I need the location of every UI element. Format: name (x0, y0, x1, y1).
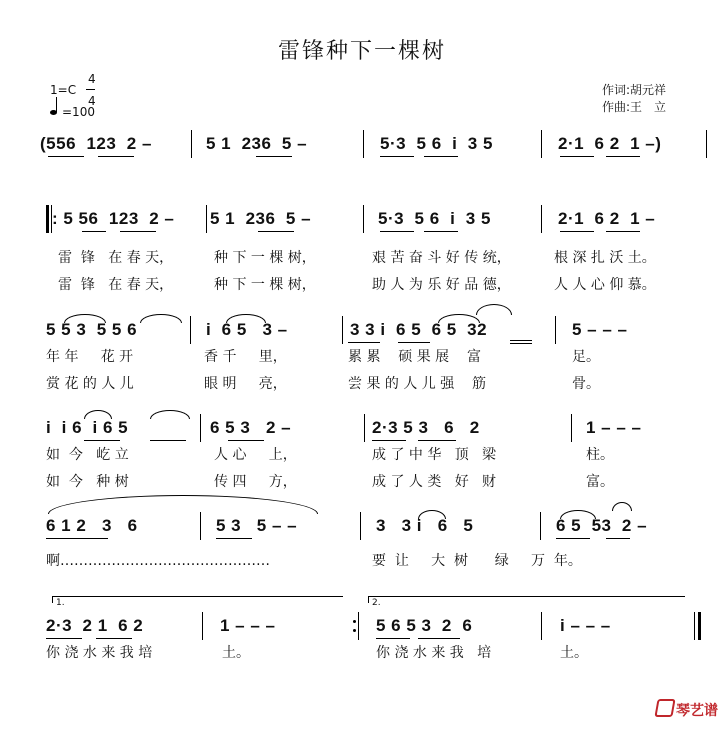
underline (510, 340, 532, 341)
underline (84, 440, 120, 441)
time-signature-bottom: 4 (88, 94, 96, 108)
underline (418, 638, 460, 639)
measure-notes: 2·1 6 2 1 –) (558, 134, 662, 153)
underline (96, 638, 132, 639)
measure-notes: : 5 56 123 2 – (52, 209, 175, 228)
measure-notes: i 6 5 3 – (206, 320, 288, 339)
lyrics-verse-2: 骨。 (572, 376, 600, 392)
underline (510, 343, 532, 344)
measure-notes: 5 – – – (572, 320, 628, 339)
lyrics-verse-1: 累 累 硕 果 展 富 (348, 349, 481, 365)
slur (84, 410, 112, 419)
underline (120, 231, 156, 232)
bar-line (200, 414, 201, 442)
time-signature-line (86, 89, 95, 90)
bar-line (541, 205, 542, 233)
underline (372, 440, 406, 441)
underline (258, 231, 294, 232)
underline (606, 156, 640, 157)
lyrics-verse-1: 香 千 里， (204, 349, 287, 365)
bar-line (206, 205, 207, 233)
underline (48, 156, 84, 157)
lyrics-verse-2: 传 四 方， (214, 474, 297, 490)
lyrics-verse-1: 足。 (572, 349, 600, 365)
volta-1 (52, 596, 343, 603)
measure-notes: 2·1 6 2 1 – (558, 209, 656, 228)
underline (228, 440, 264, 441)
note-stem (56, 97, 57, 112)
underline (348, 342, 380, 343)
measure-notes: 2·3 5 3 6 2 (372, 418, 480, 437)
underline (560, 156, 594, 157)
lyrics-verse-2: 赏 花 的 人 儿 (46, 376, 134, 392)
underline (82, 231, 106, 232)
underline (380, 156, 414, 157)
lyrics-verse-1: 成 了 中 华 顶 梁 (372, 447, 497, 463)
lyrics-verse-1: 土。 (222, 645, 250, 661)
logo-text: 琴艺谱 (676, 703, 718, 719)
underline (424, 156, 458, 157)
bar-line (363, 130, 364, 158)
underline (376, 638, 410, 639)
measure-notes: 5 3 5 – – (216, 516, 298, 535)
bar-line (555, 316, 556, 344)
slur (226, 314, 266, 323)
bar-line (571, 414, 572, 442)
repeat-start-bar (46, 205, 49, 233)
site-logo (656, 699, 718, 720)
bar-line (363, 205, 364, 233)
slur (140, 314, 182, 323)
measure-notes: 5 1 236 5 – (210, 209, 312, 228)
bar-line (191, 130, 192, 158)
lyrics-verse-1: 人 心 上， (214, 447, 297, 463)
lyrics-verse-2: 如 今 种 树 (46, 474, 129, 490)
measure-notes: i – – – (560, 616, 611, 635)
measure-notes: i i 6 i 6 5 (46, 418, 129, 437)
long-slur (48, 495, 318, 514)
measure-notes: 1 – – – (586, 418, 642, 437)
underline (606, 231, 640, 232)
lyrics-verse-2: 人 人 心 仰 慕。 (554, 277, 656, 293)
measure-notes: 6 5 53 2 – (556, 516, 648, 535)
tempo: =100 (62, 105, 95, 119)
repeat-dot (353, 620, 356, 623)
measure-notes: 5 5 3 5 5 6 (46, 320, 138, 339)
lyrics-verse-1: 啊……………………………………… (46, 553, 270, 569)
lyrics-verse-1: 艰 苦 奋 斗 好 传 统， (372, 250, 511, 266)
measure-notes: 3 3 i 6 5 6 5 32 (350, 320, 488, 339)
key-signature: 1=C (50, 83, 77, 97)
measure-notes: 5 1 236 5 – (206, 134, 308, 153)
page-title: 雷锋种下一棵树 (277, 39, 446, 64)
lyrics-verse-2: 富。 (586, 474, 614, 490)
lyrics-verse-2: 种 下 一 棵 树， (214, 277, 316, 293)
bar-line (342, 316, 343, 344)
lyrics-verse-1: 你 浇 水 来 我 培 (376, 645, 492, 661)
composer-credit: 作曲:王 立 (602, 100, 667, 114)
repeat-dot (353, 629, 356, 632)
bar-line (540, 512, 541, 540)
lyrics-verse-2: 助 人 为 乐 好 品 德， (372, 277, 511, 293)
volta-2 (368, 596, 685, 603)
bar-line (706, 130, 707, 158)
underline (46, 638, 82, 639)
measure-notes: 3 3 i 6 5 (376, 516, 474, 535)
bar-line (200, 512, 201, 540)
bar-line (541, 130, 542, 158)
underline (424, 231, 458, 232)
repeat-end-bar (358, 612, 359, 640)
lyrics-verse-2: 尝 果 的 人 儿 强 筋 (348, 376, 487, 392)
underline (418, 440, 456, 441)
bar-line (190, 316, 191, 344)
bar-line (360, 512, 361, 540)
lyrics-verse-2: 眼 明 亮， (204, 376, 287, 392)
lyrics-verse-2: 成 了 人 类 好 财 (372, 474, 497, 490)
lyrics-verse-1: 种 下 一 棵 树， (214, 250, 316, 266)
lyrics-verse-2: 雷 锋 在 春 天， (58, 277, 174, 293)
volta-1-number: 1. (56, 598, 65, 608)
lyrics-verse-1: 雷 锋 在 春 天， (58, 250, 174, 266)
underline (150, 440, 186, 441)
underline (256, 156, 292, 157)
measure-notes: (556 123 2 – (40, 134, 152, 153)
measure-notes: 5 6 5 3 2 6 (376, 616, 473, 635)
lyricist-credit: 作词:胡元祥 (602, 83, 667, 97)
underline (98, 156, 134, 157)
bar-line (694, 612, 695, 640)
underline (46, 538, 108, 539)
slur (438, 314, 480, 323)
measure-notes: 1 – – – (220, 616, 276, 635)
lyrics-verse-1: 根 深 扎 沃 土。 (554, 250, 656, 266)
lyrics-verse-1: 年 年 花 开 (46, 349, 134, 365)
measure-notes: 2·3 2 1 6 2 (46, 616, 144, 635)
measure-notes: 6 1 2 3 6 (46, 516, 138, 535)
slur (560, 510, 596, 519)
underline (398, 342, 430, 343)
slur (418, 510, 446, 519)
underline (216, 538, 252, 539)
lyrics-verse-1: 土。 (560, 645, 588, 661)
lyrics-verse-1: 要 让 大 树 绿 万 年。 (372, 553, 582, 569)
measure-notes: 5·3 5 6 i 3 5 (378, 209, 491, 228)
volta-2-number: 2. (372, 598, 381, 608)
time-signature-top: 4 (88, 72, 96, 86)
slur (150, 410, 190, 419)
slur (476, 304, 512, 315)
bar-line (364, 414, 365, 442)
bar-line (202, 612, 203, 640)
measure-notes: 5·3 5 6 i 3 5 (380, 134, 493, 153)
slur (64, 314, 106, 323)
slur (612, 502, 632, 511)
measure-notes: 6 5 3 2 – (210, 418, 292, 437)
lyrics-verse-1: 如 今 屹 立 (46, 447, 129, 463)
underline (556, 538, 590, 539)
lyrics-verse-1: 你 浇 水 来 我 培 (46, 645, 153, 661)
final-bar (698, 612, 701, 640)
underline (560, 231, 594, 232)
underline (606, 538, 630, 539)
logo-icon (654, 699, 675, 717)
bar-line (541, 612, 542, 640)
lyrics-verse-1: 柱。 (586, 447, 614, 463)
underline (380, 231, 414, 232)
